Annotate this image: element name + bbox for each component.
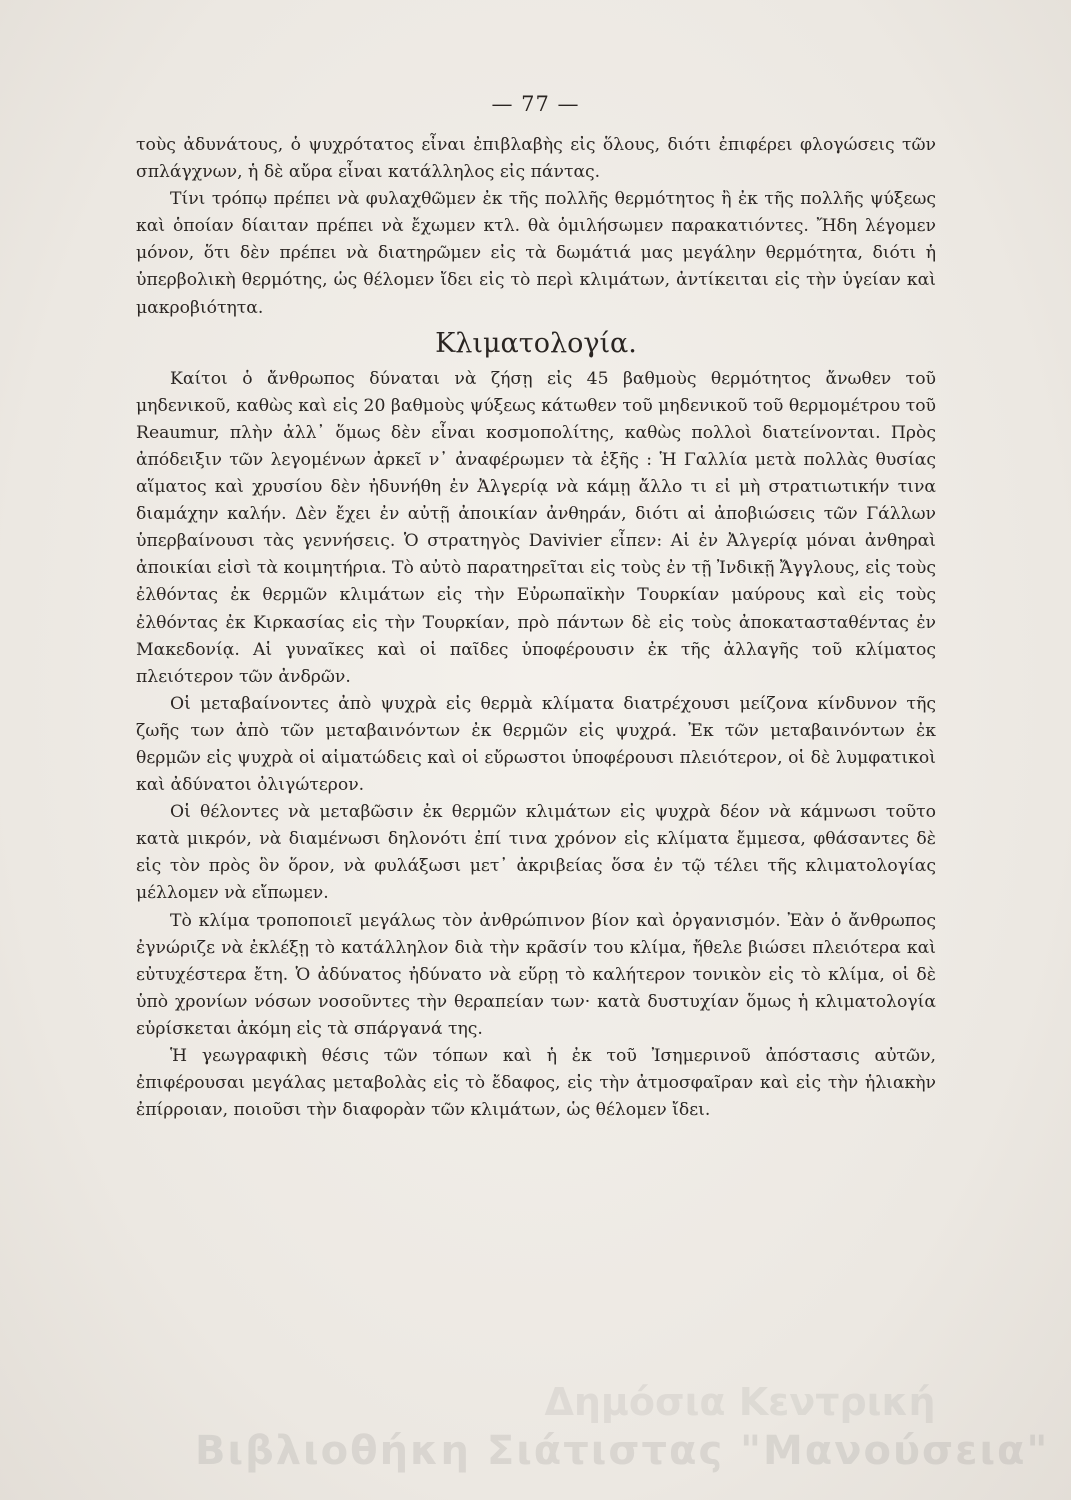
library-watermark-line1: Δημόσια Κεντρική (544, 1380, 936, 1424)
paragraph-geographic-position: Ἡ γεωγραφικὴ θέσις τῶν τόπων καὶ ἡ ἐκ τοῦ Ἰσημερινοῦ ἀπόστασις αὐτῶν, ἐπιφέρουσαι μεγάλας μεταβολὰς εἰς τὸ ἔδαφος, εἰς τὴν ἀτμοσφαῖραν καὶ εἰς τὴν ἡλιακὴν ἐπίρροιαν, ποιοῦσι τὴν διαφορὰν τῶν κλιμάτων, ὡς θέλομεν ἴδει. (136, 1046, 936, 1121)
paragraph-continuation: τοὺς ἀδυνάτους, ὁ ψυχρότατος εἶναι ἐπιβλαβὴς εἰς ὅλους, διότι ἐπιφέρει φλογώσεις τῶν σπλάγχνων, ἡ δὲ αὔρα εἶναι κατάλληλος εἰς πάντας. (136, 135, 936, 183)
paragraph-protection: Τίνι τρόπῳ πρέπει νὰ φυλαχθῶμεν ἐκ τῆς πολλῆς θερμότητος ἢ ἐκ τῆς πολλῆς ψύξεως καὶ ὁποίαν δίαιταν πρέπει νὰ ἔχωμεν κτλ. θὰ ὁμιλήσωμεν παρακατιόντες. Ἤδη λέγομεν μόνον, ὅτι δὲν πρέπει νὰ διατηρῶμεν εἰς τὰ δωμάτιά μας μεγάλην θερμότητα, διότι ἡ ὑπερβολικὴ θερμότης, ὡς θέλομεν ἴδει εἰς τὸ περὶ κλιμάτων, ἀντίκειται εἰς τὴν ὑγείαν καὶ μακροβιότητα. (136, 189, 936, 318)
page-number: — 77 — (491, 92, 580, 116)
paragraph-climate-effects: Τὸ κλίμα τροποποιεῖ μεγάλως τὸν ἀνθρώπινον βίον καὶ ὀργανισμόν. Ἐὰν ὁ ἄνθρωπος ἐγνώριζε νὰ ἐκλέξῃ τὸ κατάλληλον διὰ τὴν κρᾶσίν του κλίμα, ἤθελε βιώσει πλειότερα καὶ εὐτυχέστερα ἔτη. Ὁ ἀδύνατος ἠδύνατο νὰ εὕρῃ τὸ καλήτερον τονικὸν εἰς τὸ κλίμα, οἱ δὲ ὑπὸ χρονίων νόσων νοσοῦντες τὴν θεραπείαν των· κατὰ δυστυχίαν ὅμως ἡ κλιματολογία εὑρίσκεται ἀκόμη εἰς τὰ σπάργανά της. (136, 910, 936, 1039)
body-text (136, 132, 936, 1124)
library-watermark-line2: Βιβλιοθήκη Σιάτιστας "Μανούσεια" (195, 1428, 1050, 1474)
paragraph-migration-risk: Οἱ μεταβαίνοντες ἀπὸ ψυχρὰ εἰς θερμὰ κλίματα διατρέχουσι μείζονα κίνδυνον τῆς ζωῆς των ἀπὸ τῶν μεταβαινόντων ἐκ θερμῶν εἰς ψυχρά. Ἐκ τῶν μεταβαινόντων ἐκ θερμῶν εἰς ψυχρὰ οἱ αἱματώδεις καὶ οἱ εὔρωστοι ὑποφέρουσι πλειότερον, οἱ δὲ λυμφατικοὶ καὶ ἀδύνατοι ὀλιγώτερον. (136, 693, 936, 796)
paragraph-gradual-transition: Οἱ θέλοντες νὰ μεταβῶσιν ἐκ θερμῶν κλιμάτων εἰς ψυχρὰ δέον νὰ κάμνωσι τοῦτο κατὰ μικρόν, νὰ διαμένωσι δηλονότι ἐπί τινα χρόνον εἰς κλίματα ἔμμεσα, φθάσαντες δὲ εἰς τὸν πρὸς ὃν ὅρον, νὰ φυλάξωσι μετ᾽ ἀκριβείας ὅσα ἐν τῷ τέλει τῆς κλιματολογίας μέλλομεν νὰ εἴπωμεν. (136, 802, 936, 904)
section-heading: Κλιματολογία. (435, 327, 637, 359)
paragraph-climatology-intro: Καίτοι ὁ ἄνθρωπος δύναται νὰ ζήσῃ εἰς 45 βαθμοὺς θερμότητος ἄνωθεν τοῦ μηδενικοῦ, καθὼς καὶ εἰς 20 βαθμοὺς ψύξεως κάτωθεν τοῦ μηδενικοῦ τοῦ θερμομέτρου τοῦ Reaumur, πλὴν ἀλλ᾽ ὅμως δὲν εἶναι κοσμοπολίτης, καθὼς πολλοὶ διατείνονται. Πρὸς ἀπόδειξιν τῶν λεγομένων ἀρκεῖ ν᾽ ἀναφέρωμεν τὰ ἑξῆς : Ἡ Γαλλία μετὰ πολλὰς θυσίας αἵματος καὶ χρυσίου δὲν ἠδυνήθη ἐν Ἀλγερίᾳ νὰ κάμῃ ἄλλο τι εἰ μὴ στρατιωτικήν τινα διαμάχην καλήν. Δὲν ἔχει ἐν αὐτῇ ἀποικίαν ἀνθηράν, διότι αἱ ἀποβιώσεις τῶν Γάλλων ὑπερβαίνουσι τὰς γεννήσεις. Ὁ στρατηγὸς Davivier εἶπεν: Αἱ ἐν Ἀλγερίᾳ μόναι ἀνθηραὶ ἀποικίαι εἰσὶ τὰ κοιμητήρια. Τὸ αὐτὸ παρατηρεῖται εἰς τοὺς ἐν τῇ Ἰνδικῇ Ἄγγλους, εἰς τοὺς ἐλθόντας ἐκ θερμῶν κλιμάτων εἰς τὴν Εὐρωπαϊκὴν Τουρκίαν μαύρους καὶ εἰς τοὺς ἐλθόντας ἐκ Κιρκασίας εἰς τὴν Τουρκίαν, πρὸ πάντων δὲ εἰς τοὺς ἀποκατασταθέντας ἐν Μακεδονίᾳ. Αἱ γυναῖκες καὶ οἱ παῖδες ὑποφέρουσιν ἐκ τῆς ἀλλαγῆς τοῦ κλίματος πλειότερον τῶν ἀνδρῶν. (136, 368, 936, 687)
